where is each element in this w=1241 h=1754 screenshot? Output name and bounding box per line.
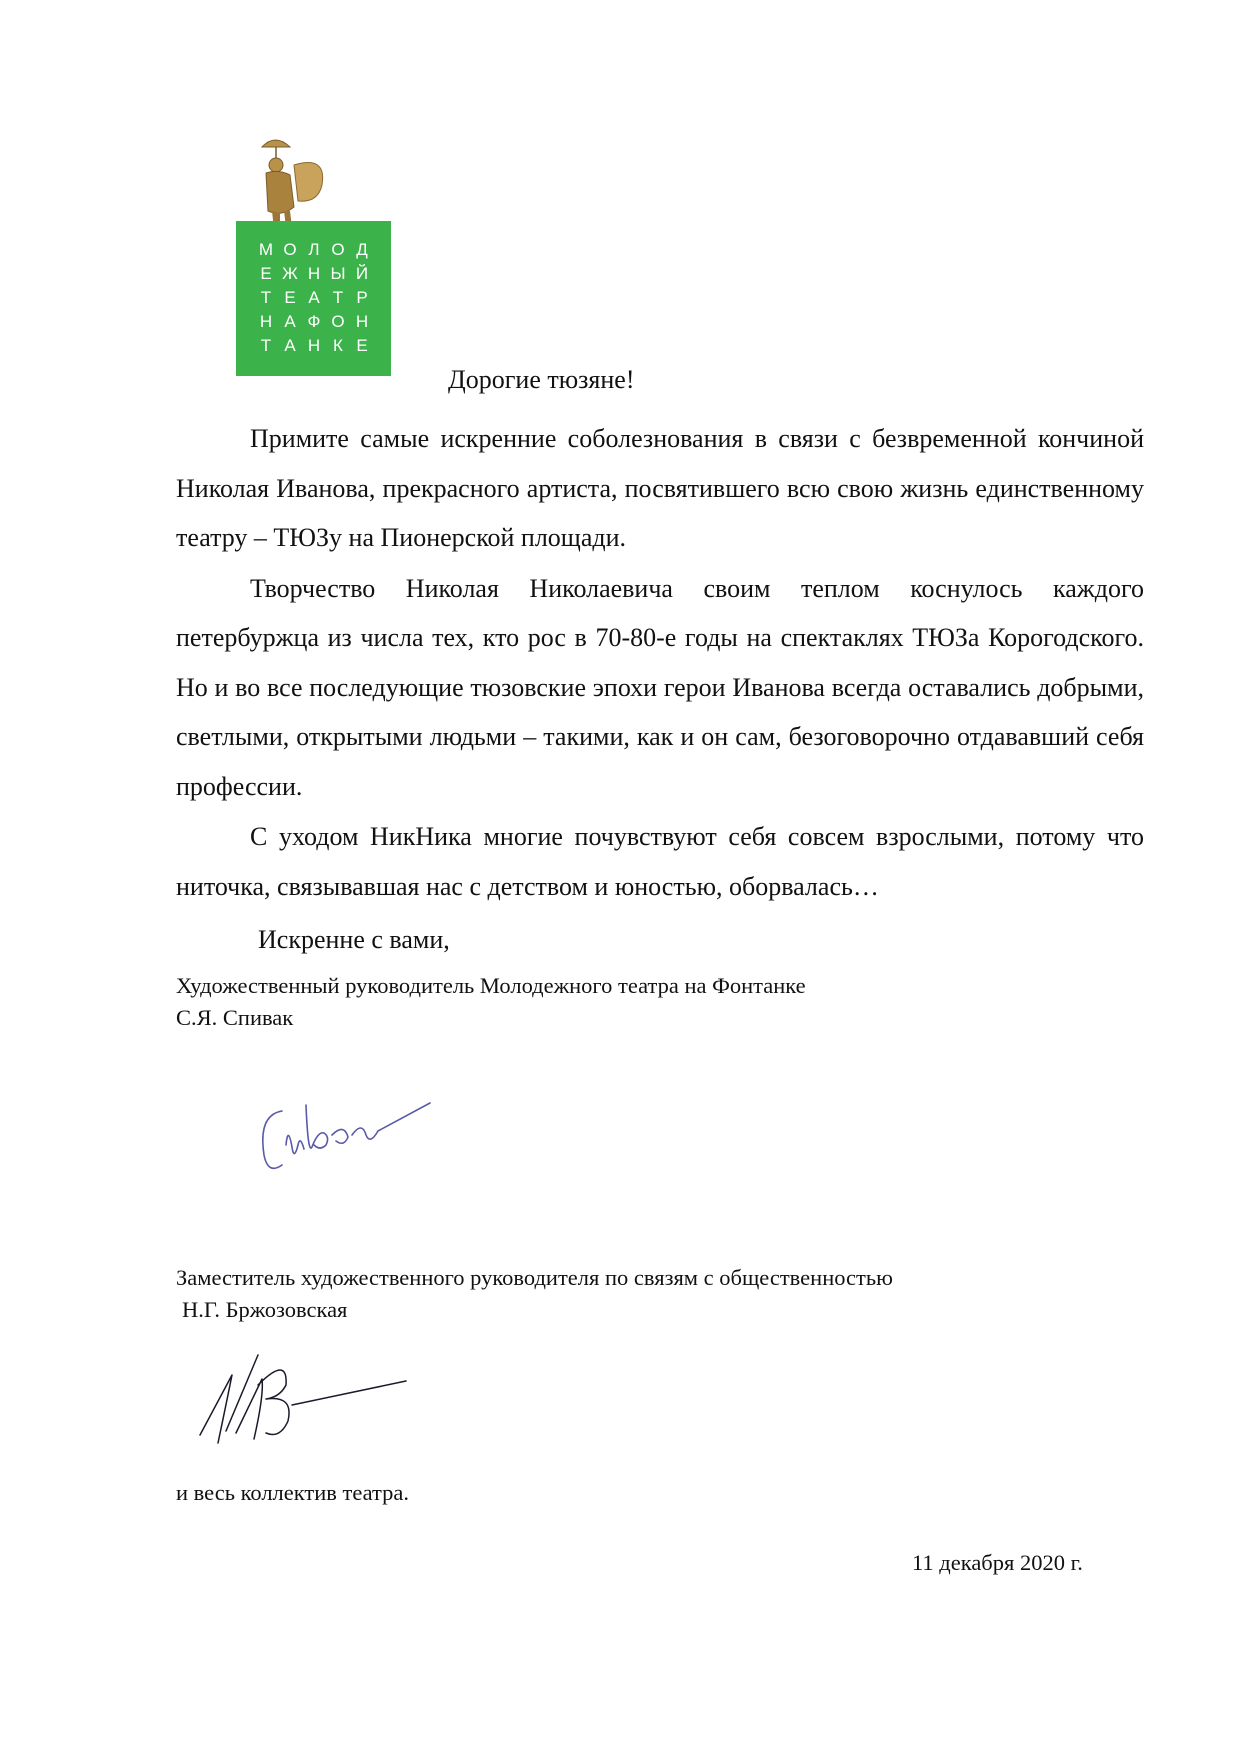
signature-1-icon [248,1075,433,1190]
logo-letter: Т [260,336,272,355]
logo-lettering [254,239,374,356]
signatory-2-name: Н.Г. Бржозовская [182,1297,348,1322]
logo-letter: О [331,312,345,331]
paragraph-3: С уходом НикНика многие почувствуют себя совсем взрослыми, потому что ниточка, связывавшая нас с детством и юностью, оборвалась… [176,822,1144,901]
logo-letter: А [308,288,320,307]
theatre-logo [232,125,397,375]
paragraph-1: Примите самые искренние соболезнования в связи с безвременной кончиной Николая Иванова, прекрасного артиста, посвятившего всю свою жизнь единственному театру – ТЮЗу на Пионерской площади. [176,424,1144,552]
logo-letter: Н [259,312,273,331]
logo-letter: Е [260,264,272,283]
signatory-1-title: Художественный руководитель Молодежного театра на Фонтанке [176,973,806,998]
logo-letter: О [283,240,297,259]
logo-letter: Ф [307,312,321,331]
paragraph-2: Творчество Николая Николаевича своим теплом коснулось каждого петербуржца из числа тех, кто рос в 70-80-е годы на спектаклях ТЮЗа Корогодского. Но и во все последующие тюзовские эпохи герои Иванова всегда оставались добрыми, светлыми, открытыми людьми – такими, как и он сам, безоговорочно отдававший себя профессии. [176,573,1144,801]
logo-letter: Й [355,264,369,283]
logo-letter: А [284,312,296,331]
letter-date: 11 декабря 2020 г. [912,1550,1083,1575]
logo-letter: М [258,240,274,259]
logo-letter: Е [284,288,296,307]
logo-letter: Ж [282,264,298,283]
logo-letter: Е [356,336,368,355]
signatory-2-title: Заместитель художественного руководителя по связям с общественностью [176,1265,893,1290]
logo-letter: К [333,336,343,355]
logo-letter: Ы [330,264,346,283]
logo-letter: О [331,240,345,259]
signature-2-icon [196,1335,416,1450]
logo-letter: Т [332,288,344,307]
signatory-1-name: С.Я. Спивак [176,1005,294,1030]
logo-letter: Н [355,312,369,331]
logo-letter: Н [307,336,321,355]
letter-body [176,414,1144,912]
salutation: Дорогие тюзяне! [448,365,635,394]
logo-letter: Р [356,288,368,307]
logo-green-square [236,221,391,376]
logo-letter: Д [356,240,368,259]
closing: Искренне с вами, [258,925,450,954]
logo-letter: А [284,336,296,355]
logo-letter: Т [260,288,272,307]
logo-letter: Н [307,264,321,283]
staff-line: и весь коллектив театра. [176,1480,409,1505]
logo-letter: Л [308,240,320,259]
